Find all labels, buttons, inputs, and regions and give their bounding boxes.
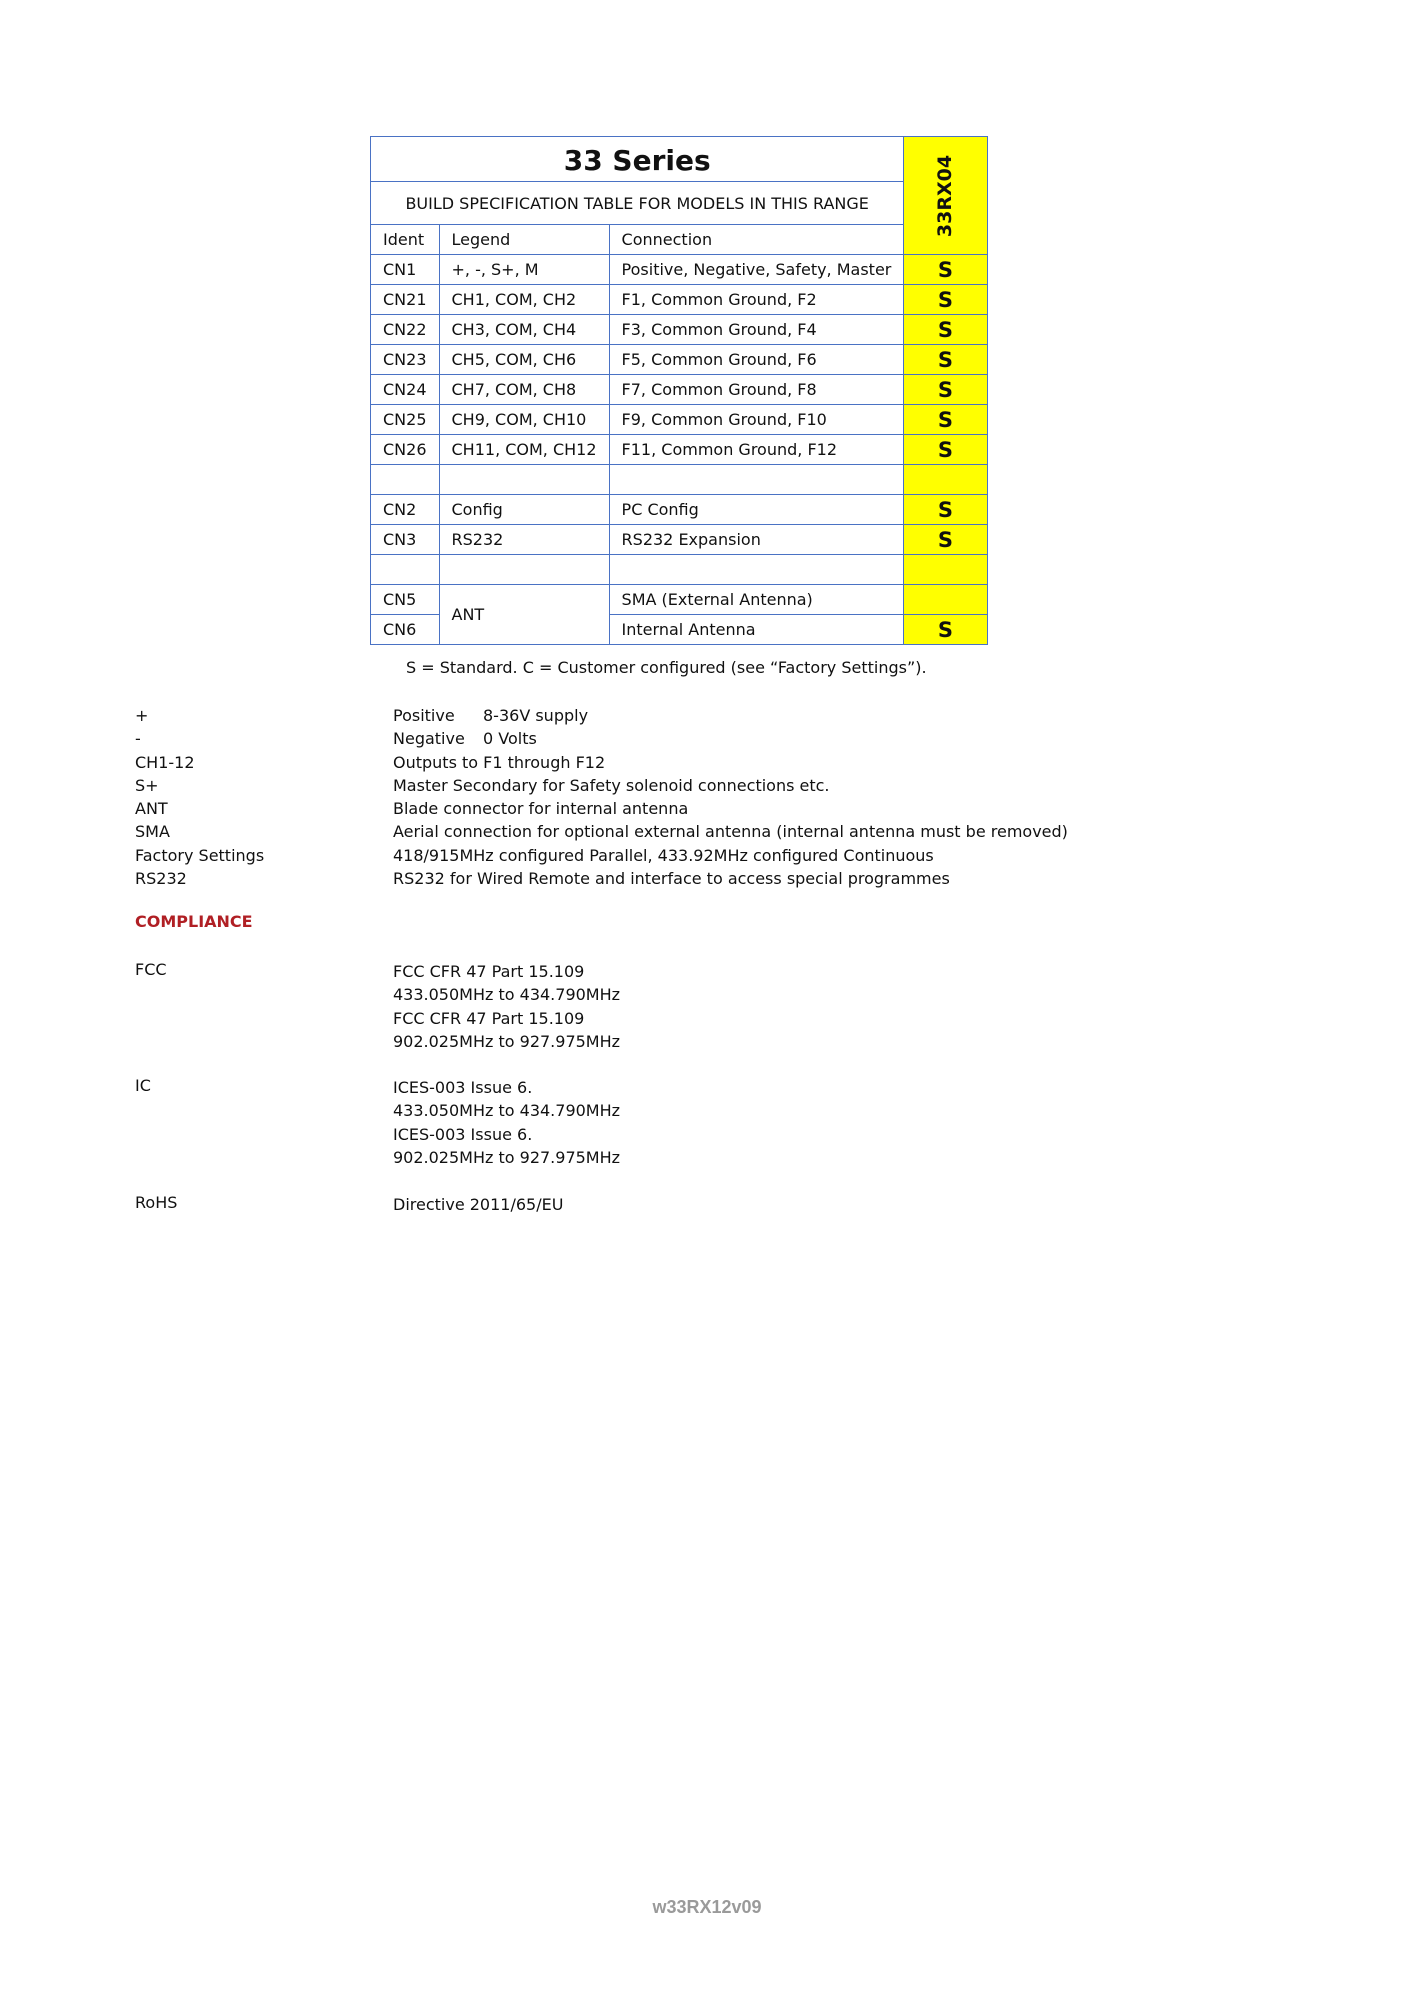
- list-item: [135, 867, 1135, 890]
- compliance-line: 902.025MHz to 927.975MHz: [393, 1031, 621, 1051]
- row-legend: Config: [439, 495, 609, 525]
- table-row: [371, 585, 988, 615]
- row-ident: CN25: [371, 405, 440, 435]
- row-ident: CN24: [371, 375, 440, 405]
- row-connection: F3, Common Ground, F4: [609, 315, 904, 345]
- compliance-line: 433.050MHz to 434.790MHz: [393, 985, 621, 1005]
- compliance-values: [393, 960, 620, 1053]
- row-connection: Internal Antenna: [609, 615, 904, 645]
- definition-desc: [393, 727, 1135, 750]
- model-label: 33RX04: [934, 154, 957, 237]
- compliance-rohs: [135, 1193, 563, 1216]
- definition-desc: RS232 for Wired Remote and interface to access special programmes: [393, 869, 950, 889]
- compliance-line: 433.050MHz to 434.790MHz: [393, 1101, 621, 1121]
- row-ident: CN22: [371, 315, 440, 345]
- table-header-row: [371, 225, 988, 255]
- compliance-line: Directive 2011/65/EU: [393, 1195, 564, 1214]
- definition-term: CH1-12: [135, 752, 195, 772]
- compliance-heading: COMPLIANCE: [135, 912, 253, 931]
- row-legend: CH3, COM, CH4: [439, 315, 609, 345]
- definition-desc: [393, 704, 1135, 727]
- row-spec-value: S: [904, 525, 987, 555]
- definition-desc-label: Positive: [393, 706, 455, 725]
- row-connection: SMA (External Antenna): [609, 585, 904, 615]
- row-ident: CN6: [371, 615, 440, 645]
- row-spec-value: S: [904, 615, 987, 645]
- table-row: [371, 285, 988, 315]
- list-item: [135, 844, 1135, 867]
- table-footnote: S = Standard. C = Customer configured (see “Factory Settings”).: [406, 658, 927, 677]
- compliance-label: IC: [135, 1076, 151, 1095]
- list-item: [135, 820, 1135, 843]
- row-spec-value: S: [904, 315, 987, 345]
- row-ident: CN2: [371, 495, 440, 525]
- row-ident: CN21: [371, 285, 440, 315]
- definition-desc-value: 0 Volts: [483, 729, 537, 749]
- row-spec-value: S: [904, 405, 987, 435]
- row-ident: CN5: [371, 585, 440, 615]
- table-row: [371, 405, 988, 435]
- definition-term: S+: [135, 775, 159, 795]
- table-row: [371, 495, 988, 525]
- list-item: [135, 704, 1135, 727]
- compliance-line: 902.025MHz to 927.975MHz: [393, 1147, 621, 1167]
- table-spacer-row: [371, 555, 988, 585]
- definition-term: Factory Settings: [135, 845, 265, 865]
- row-spec-value: S: [904, 495, 987, 525]
- list-item: [135, 751, 1135, 774]
- compliance-label: RoHS: [135, 1193, 178, 1212]
- table-row: [371, 375, 988, 405]
- compliance-line: ICES-003 Issue 6.: [393, 1078, 533, 1097]
- build-spec-table: [370, 136, 988, 645]
- row-spec-value: S: [904, 435, 987, 465]
- header-legend: Legend: [439, 225, 609, 255]
- definition-desc: 418/915MHz configured Parallel, 433.92MHz configured Continuous: [393, 845, 934, 865]
- definition-term: -: [135, 729, 141, 749]
- compliance-values: [393, 1193, 563, 1216]
- table-row: [371, 315, 988, 345]
- definition-term: +: [135, 706, 149, 725]
- compliance-ic: [135, 1076, 620, 1169]
- row-connection: F9, Common Ground, F10: [609, 405, 904, 435]
- row-legend: CH5, COM, CH6: [439, 345, 609, 375]
- row-spec-value: [904, 585, 987, 615]
- row-ident: CN3: [371, 525, 440, 555]
- definition-desc-value: 8-36V supply: [483, 706, 589, 725]
- table-row: [371, 255, 988, 285]
- compliance-line: FCC CFR 47 Part 15.109: [393, 1008, 585, 1028]
- definition-term: RS232: [135, 869, 187, 889]
- row-legend: +, -, S+, M: [439, 255, 609, 285]
- row-connection: F5, Common Ground, F6: [609, 345, 904, 375]
- definition-desc: Blade connector for internal antenna: [393, 799, 689, 819]
- table-subtitle: BUILD SPECIFICATION TABLE FOR MODELS IN THIS RANGE: [371, 182, 904, 225]
- definition-desc-label: Negative: [393, 729, 465, 749]
- definition-term: ANT: [135, 799, 168, 819]
- table-row: [371, 345, 988, 375]
- row-legend: CH7, COM, CH8: [439, 375, 609, 405]
- row-legend: CH11, COM, CH12: [439, 435, 609, 465]
- row-legend: CH9, COM, CH10: [439, 405, 609, 435]
- row-spec-value: S: [904, 285, 987, 315]
- list-item: [135, 727, 1135, 750]
- definition-desc: Outputs to F1 through F12: [393, 752, 606, 772]
- table-row: [371, 525, 988, 555]
- document-id: w33RX12v09: [652, 1897, 762, 1917]
- row-connection: Positive, Negative, Safety, Master: [609, 255, 904, 285]
- header-ident: Ident: [371, 225, 440, 255]
- model-header: [904, 137, 987, 255]
- header-connection: Connection: [609, 225, 904, 255]
- list-item: [135, 797, 1135, 820]
- compliance-values: [393, 1076, 620, 1169]
- definition-list: [135, 704, 1135, 890]
- row-connection: PC Config: [609, 495, 904, 525]
- compliance-line: ICES-003 Issue 6.: [393, 1124, 533, 1144]
- definition-desc: Aerial connection for optional external antenna (internal antenna must be removed): [393, 822, 1068, 842]
- row-spec-value: S: [904, 345, 987, 375]
- compliance-fcc: [135, 960, 620, 1053]
- row-connection: RS232 Expansion: [609, 525, 904, 555]
- list-item: [135, 774, 1135, 797]
- row-connection: F11, Common Ground, F12: [609, 435, 904, 465]
- definition-term: SMA: [135, 822, 170, 842]
- row-spec-value: S: [904, 375, 987, 405]
- definition-desc: Master Secondary for Safety solenoid connections etc.: [393, 775, 830, 795]
- row-legend: ANT: [439, 585, 609, 645]
- row-spec-value: S: [904, 255, 987, 285]
- table-spacer-row: [371, 465, 988, 495]
- row-connection: F1, Common Ground, F2: [609, 285, 904, 315]
- compliance-line: FCC CFR 47 Part 15.109: [393, 962, 585, 981]
- row-ident: CN1: [371, 255, 440, 285]
- row-legend: RS232: [439, 525, 609, 555]
- row-connection: F7, Common Ground, F8: [609, 375, 904, 405]
- row-legend: CH1, COM, CH2: [439, 285, 609, 315]
- row-ident: CN23: [371, 345, 440, 375]
- compliance-label: FCC: [135, 960, 167, 979]
- table-row: [371, 435, 988, 465]
- row-ident: CN26: [371, 435, 440, 465]
- table-title: 33 Series: [371, 137, 904, 182]
